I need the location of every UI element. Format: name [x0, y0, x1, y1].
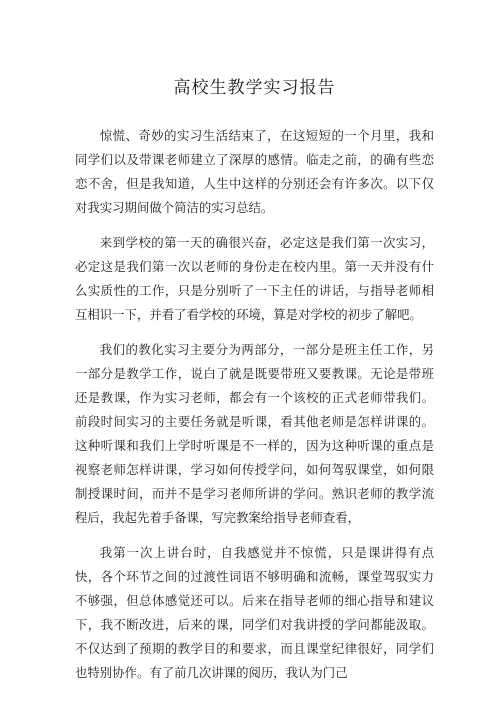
paragraph-4: 我第一次上讲台时，自我感觉并不惊慌，只是课讲得有点快，各个环节之间的过渡性词语不够明确和流畅，课堂驾驭实力不够强，但总体感觉还可以。后来在指导老师的细心指导和建议下，我不断改进，后来的课，同学们对我讲授的学问都能汲取。不仅达到了预期的教学目的和要求，而且课堂纪律很好，同学们也特别协作。有了前几次讲课的阅历，我认为门己 — [75, 545, 434, 680]
paragraph-3: 我们的教化实习主要分为两部分，一部分是班主任工作，另一部分是教学工作，说白了就是既要带班又要教课。无论是带班还是教课，作为实习老师，都会有一个该校的正式老师带我们。前段时间实习的主要任务就是听课，看其他老师是怎样讲课的。这种听课和我们上学时听课是不一样的，因为这种听课的重点是视察老师怎样讲课，学习如何传授学问，如何驾驭课堂，如何限制授课时间，而并不是学习老师所讲的学问。熟识老师的教学流程后，我起先着手备课，写完教案给指导老师查看， — [75, 342, 434, 525]
paragraph-1: 惊慌、奇妙的实习生活结束了，在这短短的一个月里，我和同学们以及带课老师建立了深厚的感情。临走之前，的确有些恋恋不舍，但是我知道，人生中这样的分别还会有许多次。以下仅对我实习期间做个简洁的实习总结。 — [75, 128, 434, 215]
paragraph-2: 来到学校的第一天的确很兴奋，必定这是我们第一次实习，必定这是我们第一次以老师的身份走在校内里。第一天并没有什么实质性的工作，只是分别听了一下主任的讲话，与指导老师相互相识一下，并看了看学校的环境，算是对学校的初步了解吧。 — [75, 235, 434, 322]
document-title: 高校生教学实习报告 — [173, 78, 336, 98]
